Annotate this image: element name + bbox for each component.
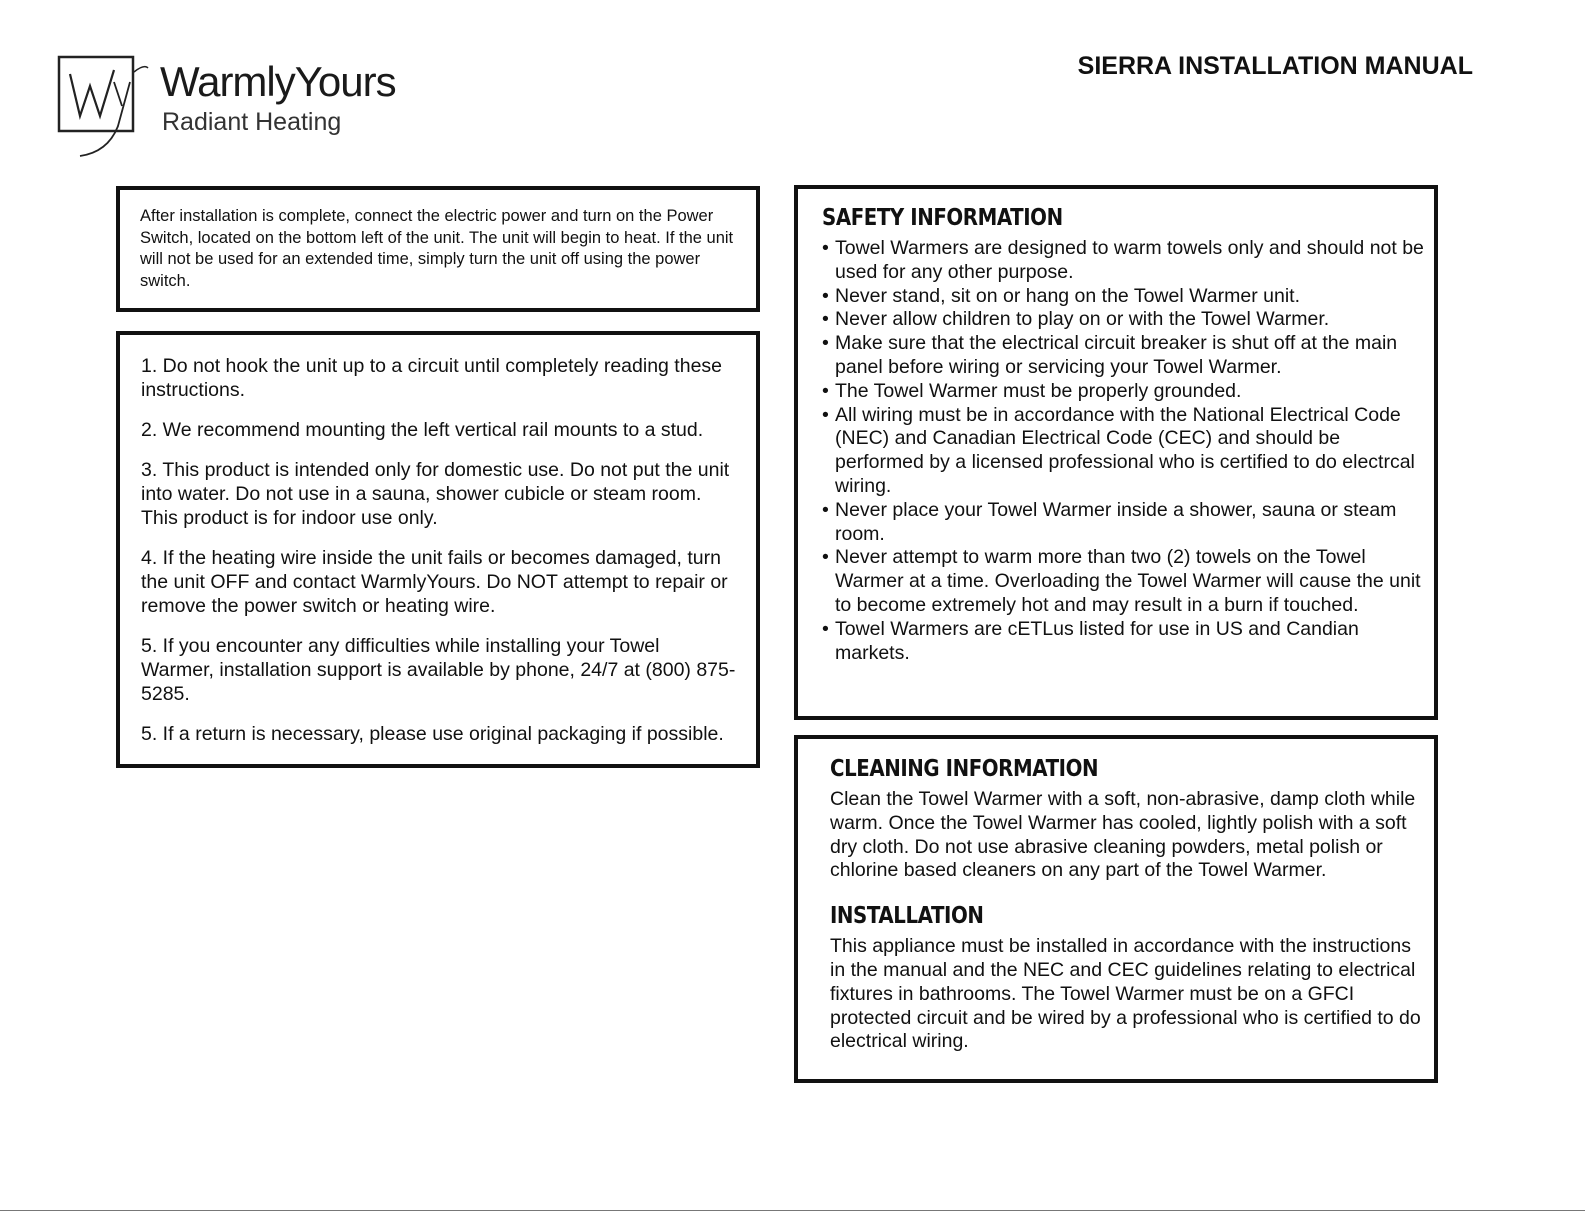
cleaning-installation-box [794, 735, 1438, 1083]
instruction-step: 5. If you encounter any difficulties while installing your Towel Warmer, installation support is available by phone, 24/7 at (800) 875-5285. [141, 635, 736, 705]
safety-item: • Never place your Towel Warmer inside a shower, sauna or steam room. [822, 499, 1424, 547]
instruction-step: 4. If the heating wire inside the unit fails or becomes damaged, turn the unit OFF and contact WarmlyYours. Do NOT attempt to repair or remove the power switch or heating wire. [141, 547, 728, 617]
safety-information-box [794, 185, 1438, 720]
brand-tagline: Radiant Heating [162, 108, 342, 136]
installation-text: This appliance must be installed in accordance with the instructions in the manual and the NEC and CEC guidelines relating to electrical fixtures in bathrooms. The Towel Warmer must be on a GFCI protected circuit and be wired by a professional who is certified to do electrical wiring. [830, 935, 1421, 1053]
cleaning-heading: CLEANING INFORMATION [830, 756, 1099, 782]
brand-logo [56, 52, 396, 162]
safety-item: • Never stand, sit on or hang on the Towel Warmer unit. [822, 285, 1424, 309]
safety-item: • Make sure that the electrical circuit breaker is shut off at the main panel before wiring or servicing your Towel Warmer. [822, 332, 1424, 380]
safety-item: • Towel Warmers are cETLus listed for use in US and Candian markets. [822, 618, 1424, 666]
document-title: SIERRA INSTALLATION MANUAL [1077, 52, 1473, 80]
safety-item: • Never allow children to play on or with the Towel Warmer. [822, 308, 1424, 332]
safety-item: • Never attempt to warm more than two (2) towels on the Towel Warmer at a time. Overloading the Towel Warmer will cause the unit to become extremely hot and may result in a burn if touched. [822, 546, 1424, 617]
footer-divider [0, 1210, 1585, 1211]
safety-list [822, 237, 1424, 665]
safety-item: • All wiring must be in accordance with the National Electrical Code (NEC) and Canadian Electrical Code (CEC) and should be performed by a licensed professional who is certified to do electrcal wiring. [822, 404, 1424, 499]
safety-item: • The Towel Warmer must be properly grounded. [822, 380, 1424, 404]
instruction-step: 1. Do not hook the unit up to a circuit until completely reading these instructions. [141, 355, 723, 401]
cleaning-text: Clean the Towel Warmer with a soft, non-abrasive, damp cloth while warm. Once the Towel Warmer has cooled, lightly polish with a soft dry cloth. Do not use abrasive cleaning powders, metal polish or chlorine based cleaners on any part of the Towel Warmer. [830, 788, 1416, 882]
safety-heading: SAFETY INFORMATION [822, 205, 1063, 231]
power-note-box [116, 186, 760, 312]
power-note-text: After installation is complete, connect the electric power and turn on the Power Switch, located on the bottom left of the unit. The unit will begin to heat. If the unit will not be used for an extended time, simply turn the unit off using the power switch. [140, 207, 734, 290]
safety-item: • Towel Warmers are designed to warm towels only and should not be used for any other purpose. [822, 237, 1424, 285]
instruction-step: 5. If a return is necessary, please use original packaging if possible. [141, 723, 724, 745]
installation-heading: INSTALLATION [830, 903, 984, 930]
instruction-step: 3. This product is intended only for domestic use. Do not put the unit into water. Do not use in a sauna, shower cubicle or steam room. This product is for indoor use only. [141, 459, 730, 529]
brand-name: WarmlyYours [160, 58, 396, 105]
instruction-step: 2. We recommend mounting the left vertical rail mounts to a stud. [141, 419, 704, 441]
instructions-box [116, 331, 760, 768]
wy-monogram-icon [56, 52, 156, 162]
